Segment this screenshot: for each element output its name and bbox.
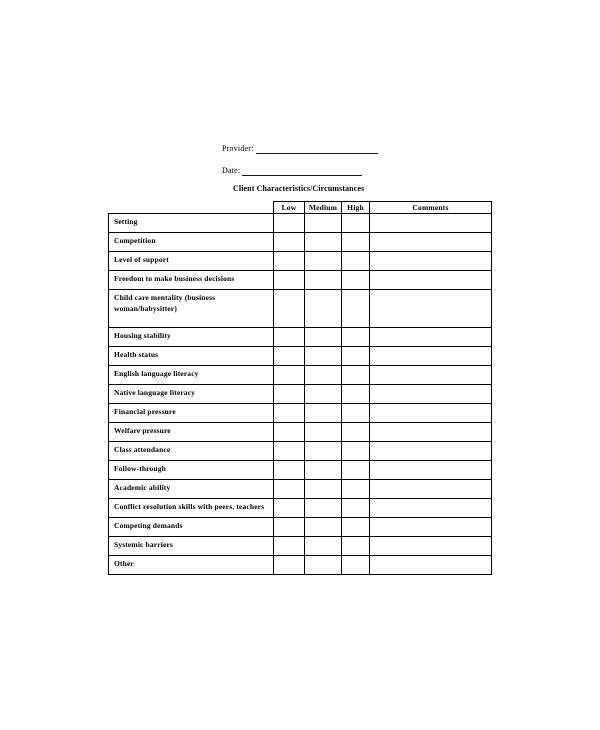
cell-high[interactable]: [342, 461, 370, 480]
table-row: [109, 385, 492, 404]
cell-high[interactable]: [342, 537, 370, 556]
column-header-medium: Medium: [305, 202, 342, 214]
cell-medium[interactable]: [305, 499, 342, 518]
cell-medium[interactable]: [305, 461, 342, 480]
table-row: [109, 461, 492, 480]
row-label: Systemic barriers: [109, 537, 274, 556]
cell-high[interactable]: [342, 271, 370, 290]
cell-comments[interactable]: [370, 233, 492, 252]
cell-comments[interactable]: [370, 480, 492, 499]
table-row: [109, 499, 492, 518]
cell-low[interactable]: [274, 556, 305, 575]
cell-low[interactable]: [274, 423, 305, 442]
table-header-row: [109, 202, 492, 214]
cell-high[interactable]: [342, 366, 370, 385]
cell-comments[interactable]: [370, 499, 492, 518]
cell-comments[interactable]: [370, 214, 492, 233]
cell-medium[interactable]: [305, 214, 342, 233]
row-label: Native language literacy: [109, 385, 274, 404]
table-row: [109, 366, 492, 385]
table-row: [109, 214, 492, 233]
column-header-comments: Comments: [370, 202, 492, 214]
cell-medium[interactable]: [305, 233, 342, 252]
cell-low[interactable]: [274, 328, 305, 347]
cell-high[interactable]: [342, 385, 370, 404]
cell-medium[interactable]: [305, 385, 342, 404]
cell-high[interactable]: [342, 518, 370, 537]
cell-low[interactable]: [274, 385, 305, 404]
cell-low[interactable]: [274, 404, 305, 423]
cell-medium[interactable]: [305, 537, 342, 556]
date-label: Date:: [222, 166, 241, 175]
cell-low[interactable]: [274, 537, 305, 556]
column-header-item: [109, 202, 274, 214]
provider-input[interactable]: [256, 144, 378, 154]
cell-medium[interactable]: [305, 290, 342, 328]
row-label: Freedom to make business decisions: [109, 271, 274, 290]
cell-medium[interactable]: [305, 347, 342, 366]
cell-high[interactable]: [342, 252, 370, 271]
row-label: Follow-through: [109, 461, 274, 480]
row-label: Health status: [109, 347, 274, 366]
cell-medium[interactable]: [305, 271, 342, 290]
cell-comments[interactable]: [370, 461, 492, 480]
cell-low[interactable]: [274, 233, 305, 252]
row-label: English language literacy: [109, 366, 274, 385]
row-label: Other: [109, 556, 274, 575]
cell-low[interactable]: [274, 347, 305, 366]
row-label: Level of support: [109, 252, 274, 271]
cell-low[interactable]: [274, 290, 305, 328]
cell-comments[interactable]: [370, 556, 492, 575]
cell-comments[interactable]: [370, 366, 492, 385]
cell-high[interactable]: [342, 328, 370, 347]
client-characteristics-table: [108, 201, 492, 575]
cell-low[interactable]: [274, 366, 305, 385]
cell-high[interactable]: [342, 347, 370, 366]
column-header-low: Low: [274, 202, 305, 214]
cell-comments[interactable]: [370, 385, 492, 404]
date-input[interactable]: [242, 166, 362, 176]
cell-medium[interactable]: [305, 480, 342, 499]
cell-comments[interactable]: [370, 423, 492, 442]
cell-medium[interactable]: [305, 252, 342, 271]
cell-low[interactable]: [274, 442, 305, 461]
row-label: Setting: [109, 214, 274, 233]
table-row: [109, 423, 492, 442]
table-row: [109, 518, 492, 537]
cell-high[interactable]: [342, 290, 370, 328]
table-header: [109, 202, 492, 214]
table-row: [109, 347, 492, 366]
cell-high[interactable]: [342, 214, 370, 233]
provider-label: Provider:: [222, 144, 254, 153]
cell-comments[interactable]: [370, 537, 492, 556]
table-row: [109, 537, 492, 556]
cell-high[interactable]: [342, 499, 370, 518]
cell-high[interactable]: [342, 556, 370, 575]
cell-high[interactable]: [342, 442, 370, 461]
cell-low[interactable]: [274, 480, 305, 499]
cell-medium[interactable]: [305, 366, 342, 385]
cell-high[interactable]: [342, 404, 370, 423]
cell-comments[interactable]: [370, 271, 492, 290]
cell-low[interactable]: [274, 461, 305, 480]
row-label: Academic ability: [109, 480, 274, 499]
cell-high[interactable]: [342, 423, 370, 442]
cell-low[interactable]: [274, 214, 305, 233]
row-label: Conflict resolution skills with peers, teachers: [109, 499, 274, 518]
row-label: Housing stability: [109, 328, 274, 347]
table-row: [109, 233, 492, 252]
row-label: Financial pressure: [109, 404, 274, 423]
cell-medium[interactable]: [305, 404, 342, 423]
row-label: Competition: [109, 233, 274, 252]
cell-comments[interactable]: [370, 404, 492, 423]
table-row: [109, 252, 492, 271]
table-row: [109, 442, 492, 461]
cell-comments[interactable]: [370, 328, 492, 347]
cell-high[interactable]: [342, 480, 370, 499]
row-label: Child care mentality (business woman/babysitter): [109, 290, 274, 328]
row-label: Competing demands: [109, 518, 274, 537]
table-row: [109, 290, 492, 328]
cell-low[interactable]: [274, 518, 305, 537]
cell-low[interactable]: [274, 499, 305, 518]
table-row: [109, 556, 492, 575]
cell-low[interactable]: [274, 271, 305, 290]
provider-field-row: [222, 144, 378, 154]
cell-medium[interactable]: [305, 518, 342, 537]
table-row: [109, 328, 492, 347]
cell-comments[interactable]: [370, 252, 492, 271]
table-row: [109, 404, 492, 423]
table-row: [109, 480, 492, 499]
cell-comments[interactable]: [370, 290, 492, 328]
cell-low[interactable]: [274, 252, 305, 271]
cell-high[interactable]: [342, 233, 370, 252]
table-body: [109, 214, 492, 575]
cell-comments[interactable]: [370, 442, 492, 461]
page-title: Client Characteristics/Circumstances: [233, 184, 365, 193]
date-field-row: [222, 166, 362, 176]
table-row: [109, 271, 492, 290]
cell-comments[interactable]: [370, 518, 492, 537]
row-label: Class attendance: [109, 442, 274, 461]
row-label: Welfare pressure: [109, 423, 274, 442]
cell-medium[interactable]: [305, 423, 342, 442]
column-header-high: High: [342, 202, 370, 214]
cell-comments[interactable]: [370, 347, 492, 366]
cell-medium[interactable]: [305, 442, 342, 461]
cell-medium[interactable]: [305, 556, 342, 575]
cell-medium[interactable]: [305, 328, 342, 347]
